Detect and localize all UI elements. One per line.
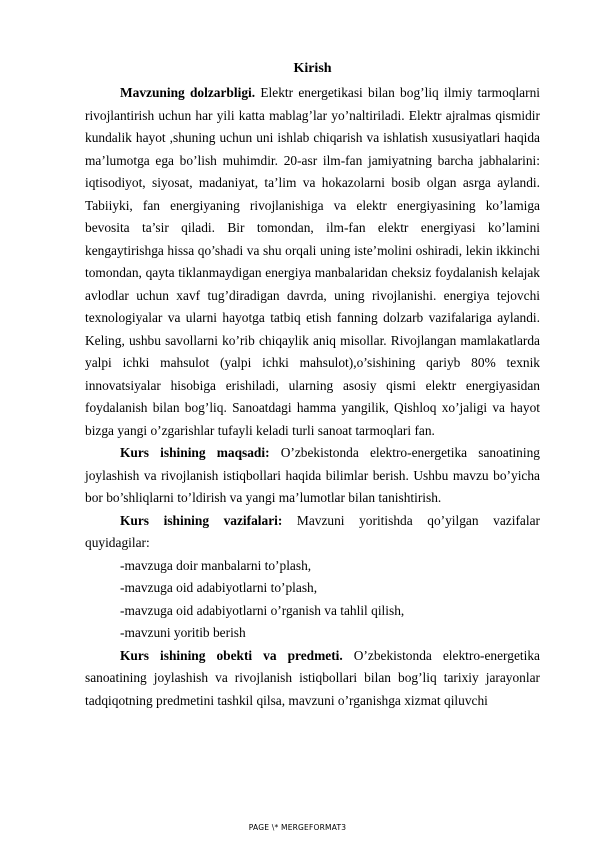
goal-text: O’zbekistonda elektro-energetika sanoatining joylashish va rivojlanish istiqbollari haqida bilimlar berish. Ushbu mavzu bo’yicha bor bo’shliqlarni to’ldirish va yangi ma’lumotlar bilan tanishtirish.: [85, 445, 540, 505]
task-item: -mavzuni yoritib berish: [120, 625, 246, 640]
tasks-heading: Kurs ishining vazifalari:: [120, 512, 283, 528]
goal-paragraph: [85, 442, 540, 510]
object-paragraph: [85, 645, 540, 713]
page-title: Kirish: [293, 61, 332, 76]
page-footer: PAGE \* MERGEFORMAT3: [248, 823, 347, 832]
page-content: [85, 58, 540, 712]
goal-heading: Kurs ishining maqsadi:: [120, 445, 270, 460]
object-heading: Kurs ishining obekti va predmeti.: [120, 647, 343, 663]
task-item: -mavzuga oid adabiyotlarni to’plash,: [120, 580, 318, 595]
tasks-text: Mavzuni yoritishda qo’yilgan vazifalar quyidagilar:: [85, 512, 540, 550]
relevance-text: Elektr energetikasi bilan bog’liq ilmiy tarmoqlarni rivojlantirish uchun har yili katta mablag’lar yo’naltiriladi. Elektr ajralmas qismidir kundalik hayot ,shuning uchun uni ishlab chiqarish va ishlatish xususiyatlari haqida ma’lumotga ega bo’lish muhimdir. 20-asr ilm-fan jamiyatning barcha jabhalarini: iqtisodiyot, siyosat, madaniyat, ta’lim va hokazolarni bosib olgan asrga aylandi. Tabiiyki, fan energiyaning rivojlanishiga va elektr energiyasining ko’lamiga bevosita ta’sir qiladi. Bir tomondan, ilm-fan elektr energiyasi ko’lamini kengaytirishga hissa qo’shadi va shu orqali uning iste’molini oshiradi, lekin ikkinchi tomondan, qayta tiklanmaydigan energiya manbalaridan cheksiz foydalanish kelajak avlodlar uchun xavf tug’diradigan davrda, uning rivojlanishi. energiya tejovchi texnologiyalar va ularni hayotga tatbiq etish fanning dolzarb vazifalariga aylandi. Keling, ushbu savollarni ko’rib chiqaylik aniq misollar. Rivojlangan mamlakatlarda yalpi ichki mahsulot (yalpi ichki mahsulot),o’sishining qariyb 80% texnik innovatsiyalar hisobiga erishiladi, ularning asosiy qismi elektr energiyasidan foydalanish bilan bog’liq. Sanoatdagi hamma yangilik, Qishloq xo’jaligi va hayot bizga yangi o’zgarishlar tufayli keladi turli sanoat tarmoqlari fan.: [85, 85, 540, 438]
relevance-paragraph: [85, 82, 540, 442]
tasks-paragraph: [85, 510, 540, 555]
task-item: -mavzuga oid adabiyotlarni o’rganish va tahlil qilish,: [120, 602, 405, 618]
object-text: O’zbekistonda elektro-energetika sanoatining joylashish va rivojlanish istiqbollari bilan bog’liq tarixiy jarayonlar tadqiqotning predmetini tashkil qilsa, mavzuni o’rganishga xizmat qiluvchi: [85, 647, 540, 708]
relevance-heading: Mavzuning dolzarbligi.: [120, 85, 256, 100]
task-item: -mavzuga doir manbalarni to’plash,: [120, 557, 312, 573]
